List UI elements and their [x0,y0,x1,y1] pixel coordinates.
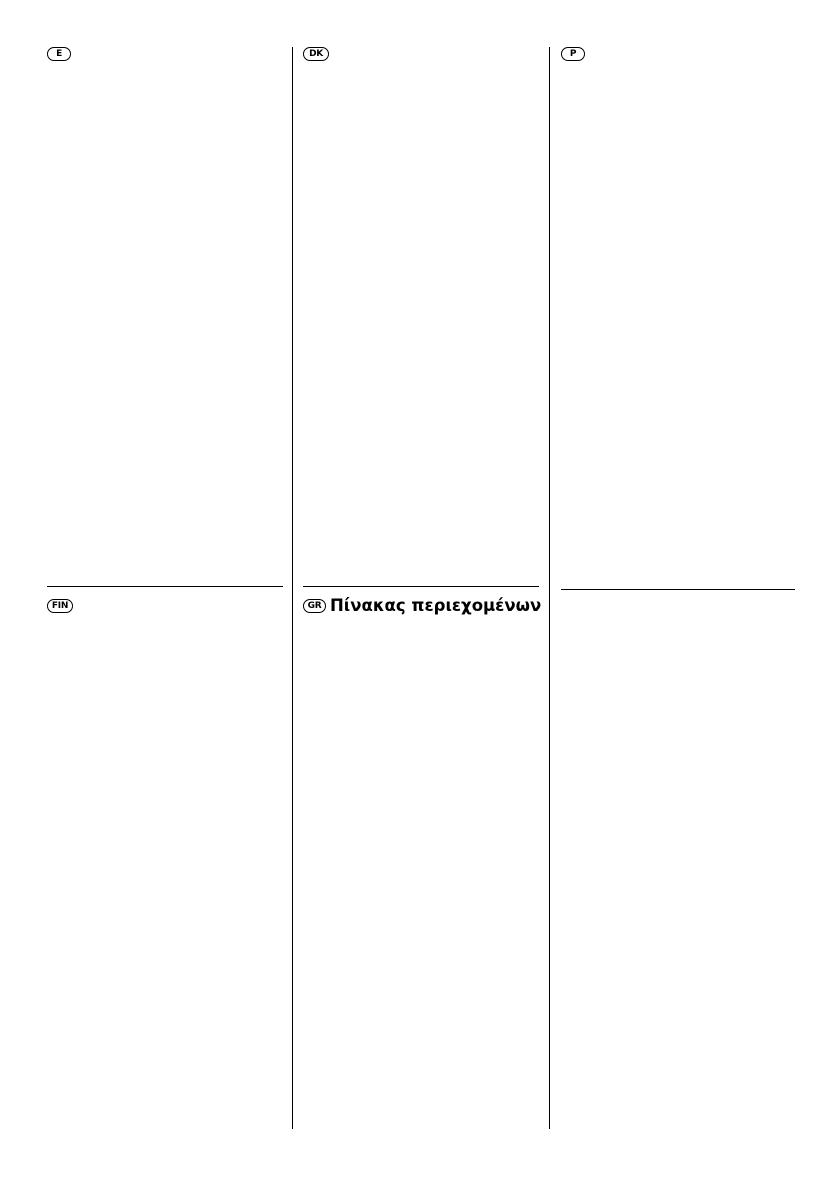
language-badge-dk: DK [303,47,329,61]
column-divider-right [549,47,550,1129]
section-separator-left [47,586,283,587]
language-badge-e: E [47,47,71,61]
language-badge-fin: FIN [47,599,73,613]
language-badge-gr: GR [303,599,326,613]
section-separator-right [561,589,795,590]
section-separator-middle [303,586,539,587]
column-divider-left [292,47,293,1129]
language-badge-p: P [561,47,585,61]
section-title-gr: Πίνακας περιεχομένων [330,596,542,615]
